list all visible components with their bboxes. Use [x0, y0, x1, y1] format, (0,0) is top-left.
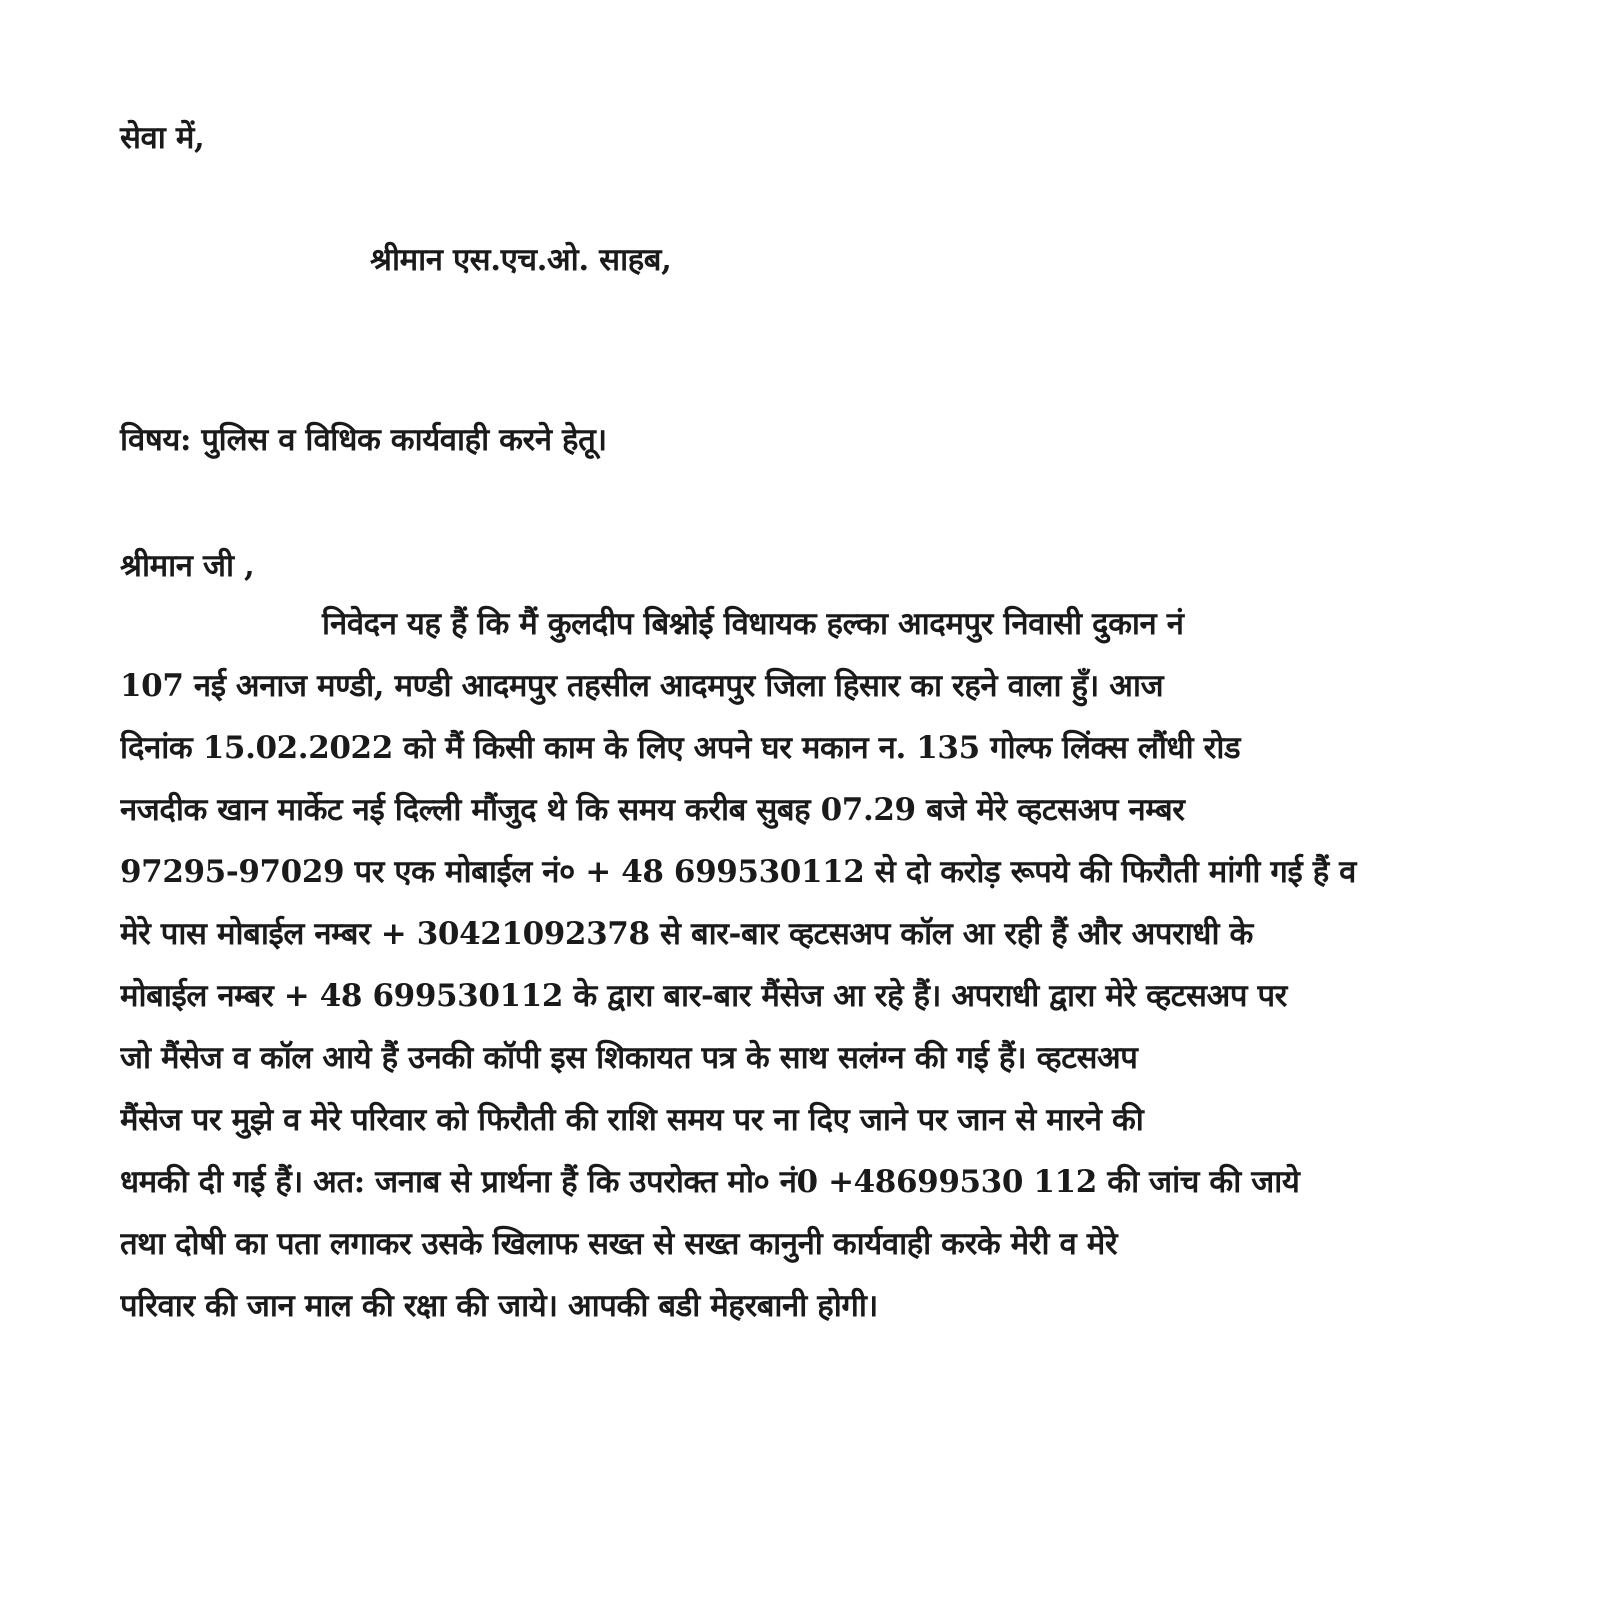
- body-line: तथा दोषी का पता लगाकर उसके खिलाफ सख्त से सख्त कानुनी कार्यवाही करके मेरी व मेरे: [120, 1226, 1118, 1262]
- addressee: श्रीमान एस.एच.ओ. साहब,: [370, 242, 672, 278]
- salutation: सेवा में,: [120, 120, 205, 156]
- body-line: निवेदन यह हैं कि मैं कुलदीप बिश्नोई विधायक हल्का आदमपुर निवासी दुकान नं: [322, 606, 1184, 642]
- body-line: 97295-97029 पर एक मोबाईल नं० + 48 699530112 से दो करोड़ रूपये की फिरौती मांगी गई हैं व: [120, 854, 1356, 890]
- body-line: जो मैंसेज व कॉल आये हैं उनकी कॉपी इस शिकायत पत्र के साथ सलंग्न की गई हैं। व्हटसअप: [120, 1040, 1138, 1076]
- body-line: परिवार की जान माल की रक्षा की जाये। आपकी बडी मेहरबानी होगी।: [120, 1288, 878, 1324]
- body-line: धमकी दी गई हैं। अत: जनाब से प्रार्थना हैं कि उपरोक्त मो० नं0 +48699530 112 की जांच की जाये: [120, 1164, 1300, 1200]
- body-line: 107 नई अनाज मण्डी, मण्डी आदमपुर तहसील आदमपुर जिला हिसार का रहने वाला हुँ। आज: [120, 668, 1164, 704]
- subject-line: विषय: पुलिस व विधिक कार्यवाही करने हेतू।: [120, 422, 607, 458]
- body-line: मैंसेज पर मुझे व मेरे परिवार को फिरौती की राशि समय पर ना दिए जाने पर जान से मारने की: [120, 1102, 1144, 1138]
- body-line: नजदीक खान मार्केट नई दिल्ली मौंजुद थे कि समय करीब सुबह 07.29 बजे मेरे व्हटसअप नम्बर: [120, 792, 1185, 828]
- greeting: श्रीमान जी ,: [120, 548, 255, 584]
- letter-body: [120, 604, 1522, 1344]
- body-line: मोबाईल नम्बर + 48 699530112 के द्वारा बार-बार मैंसेज आ रहे हैं। अपराधी द्वारा मेरे व्हटसअप पर: [120, 978, 1287, 1014]
- body-line: मेरे पास मोबाईल नम्बर + 30421092378 से बार-बार व्हटसअप कॉल आ रही हैं और अपराधी के: [120, 916, 1253, 952]
- body-line: दिनांक 15.02.2022 को मैं किसी काम के लिए अपने घर मकान न. 135 गोल्फ लिंक्स लौंधी रोड: [120, 730, 1241, 766]
